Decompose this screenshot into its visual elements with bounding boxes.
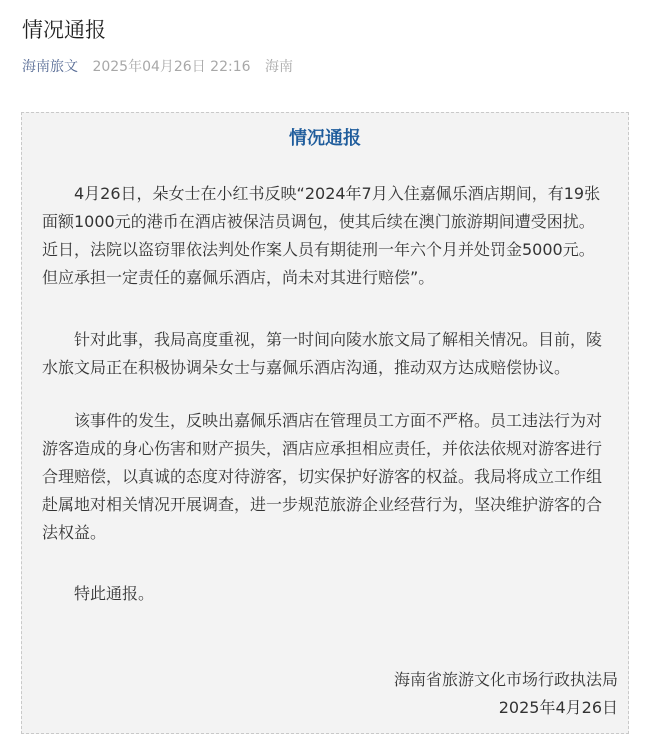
article-meta: [22, 56, 293, 78]
article-title: 情况通报: [22, 18, 106, 42]
text-line: 但应承担一定责任的嘉佩乐酒店，尚未对其进行赔偿”。: [42, 268, 435, 287]
text-line: 面额1000元的港币在酒店被保洁员调包，使其后续在澳门旅游期间遭受困扰。: [42, 212, 595, 231]
notice-paragraph-3: [42, 407, 610, 547]
notice-paragraph-1: [42, 180, 610, 292]
text-line: 针对此事，我局高度重视，第一时间向陵水旅文局了解相关情况。目前，陵: [42, 330, 603, 349]
signature-org: 海南省旅游文化市场行政执法局: [393, 670, 618, 689]
text-line: 赴属地对相关情况开展调查，进一步规范旅游企业经营行为，坚决维护游客的合: [42, 495, 603, 514]
text-line: 水旅文局正在积极协调朵女士与嘉佩乐酒店沟通，推动双方达成赔偿协议。: [42, 358, 571, 377]
notice-paragraph-2: [42, 326, 610, 382]
notice-box: [21, 112, 629, 734]
publish-region: 海南: [264, 59, 293, 75]
text-line: 该事件的发生，反映出嘉佩乐酒店在管理员工方面不严格。员工违法行为对: [42, 411, 603, 430]
signature-block: [394, 666, 618, 722]
signature-date: 2025年4月26日: [498, 698, 618, 717]
text-line: 游客造成的身心伤害和财产损失，酒店应承担相应责任，并依法依规对游客进行: [42, 439, 603, 458]
text-line: 法权益。: [42, 523, 107, 542]
notice-paragraph-4: [42, 580, 610, 608]
notice-heading: 情况通报: [289, 128, 361, 149]
text-line: 4月26日，朵女士在小红书反映“2024年7月入住嘉佩乐酒店期间，有19张: [42, 184, 601, 203]
publish-date: 2025年04月26日 22:16: [92, 59, 251, 75]
text-line: 特此通报。: [42, 584, 155, 603]
text-line: 合理赔偿，以真诚的态度对待游客，切实保护好游客的权益。我局将成立工作组: [42, 467, 603, 486]
account-name-link[interactable]: 海南旅文: [22, 59, 78, 75]
text-line: 近日，法院以盗窃罪依法判处作案人员有期徒刑一年六个月并处罚金5000元。: [42, 240, 595, 259]
